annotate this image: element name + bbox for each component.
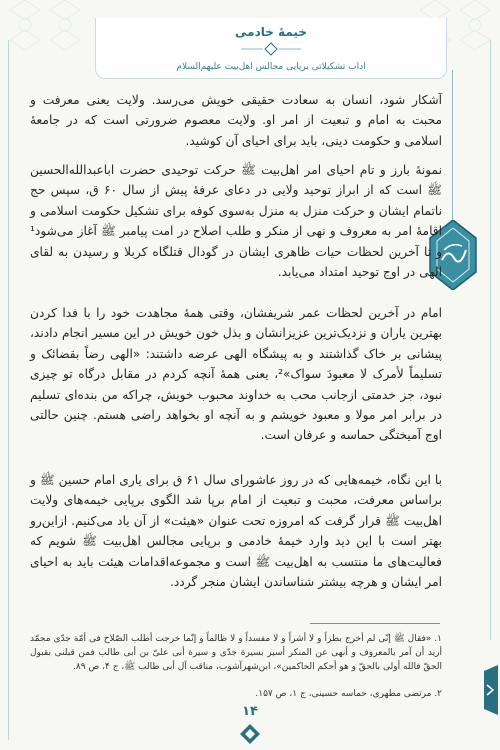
book-title: اداب تشکیلاتی برپایی مجالس اهل‌بیت علیهم‌السلام (176, 62, 366, 72)
footnote-1: ۱. «فقال ﷺ إنّی لم أخرج بطراً و لا أشراً و لا مفسداً و لا ظالماً و إنّما خرجت أطلب الصّلاح فی أمّة جدّی محمّد أرید أن آمر بالمعروف و أنهى عن المنکر أسیر بسیرة جدّی و سیرة أبی علیّ بن أبی طالب فمن قبلنی بقبول الحقّ فالله أولى بالحقّ و هو أحکم الحاکمین»، ابن‌شهرآشوب، مناقب آل أبی طالب ﷺ، ج ۴، ص ۸۹. (30, 634, 442, 672)
body-paragraph-1 (30, 90, 442, 151)
frame-line-right (490, 40, 491, 640)
frame-line-left (8, 40, 9, 740)
footnote-separator (310, 623, 440, 624)
body-paragraph-4 (30, 470, 442, 592)
running-header (95, 18, 447, 79)
corner-tab-icon (480, 665, 498, 715)
page-number-ornament (236, 722, 264, 746)
paragraph-text: با این نگاه، خیمه‌هایی که در روز عاشورای سال ۶۱ ق برای یاری امام حسین ﷺ و براساس معرفت، محبت و تبعیت از امام برپا شد الگوی برپایی خیمه‌های ولایت اهل‌بیت ﷺ قرار گرفت که امروزه تحت عنوان «هیئت» از آن یاد می‌کنیم. ازاین‌رو بهتر است با این دید وارد خیمهٔ خادمی و برپایی مجالس اهل‌بیت ﷺ شویم که فعالیت‌های ما منتسب به اهل‌بیت ﷺ است و مجموعه‌اقدامات هیئت باید به احیای امر ایشان و هرچه بیشتر شناساندن ایشان منجر گردد. (30, 473, 442, 590)
header-divider-ornament (241, 42, 301, 56)
footnote-2: ۲. مرتضی مطهری، حماسه حسینی، ج ۱، ص ۱۵۷. (255, 689, 442, 699)
paragraph-text: امام در آخرین لحظات عمر شریفشان، وقتی همهٔ مجاهدت خود را با فدا کردن بهترین یاران و نزدیک‌ترین عزیزانشان و بذل خون خویش در این مسیر انجام دادند، پیشانی بر خاک گذاشتند و به پیشگاه الهی عرضه داشتند: «الهی رضاً بقضائک و تسلیماً لأمرک لا معبودَ سواک»²، یعنی همهٔ آنچه کردم در مقابل درگاه تو چیزی نبود، جز خدمتی ازجانب محب به خداوند محبوب خویش، چراکه من بنده‌ای تسلیم در برابر امر مولا و معبود خویشم و به آنچه او بخواهد راضی هستم. چنین حالتی اوج آمیختگی حماسه و عرفان است. (30, 306, 442, 443)
paragraph-text: آشکار شود، انسان به سعادت حقیقی خویش می‌رسد. ولایت یعنی معرفت و محبت به امام و تبعیت از امر او. ولایت معصوم ضرورتی است که در جامعهٔ اسلامی و حکومت دینی، باید برای احیای آن کوشید. (30, 93, 442, 148)
body-paragraph-2 (30, 160, 442, 282)
body-paragraph-3 (30, 303, 442, 446)
series-title: خیمهٔ خادمی (235, 25, 307, 39)
paragraph-text: نمونهٔ بارز و تام احیای امر اهل‌بیت ﷺ حرکت توحیدی حضرت اباعبدالله‌الحسین ﷺ است که از ابراز توحید ولایی در دعای عرفهٔ پیش از سال ۶۰ ق، سپس حج ناتمام ایشان و حرکت منزل به منزل به‌سوی کوفه برای تشکیل حکومت اسلامی و اقامهٔ امر به معروف و نهی از منکر و طلب اصلاح در امت پیامبر ﷺ آغاز می‌شود¹ و تا آخرین لحظات حیات ظاهری ایشان در گودال قتلگاه کربلا و رسیدن به لقای الهی در اوج توحید امتداد می‌یابد. (30, 163, 443, 280)
page-number: ۱۴ (242, 704, 258, 719)
